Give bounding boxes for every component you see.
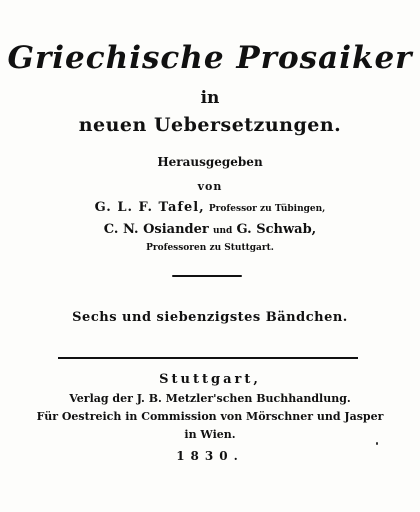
von-label: von [197, 180, 223, 193]
long-divider-rule [58, 357, 358, 359]
imprint-wien: in Wien. [184, 428, 236, 441]
paper-speck [376, 442, 378, 445]
editor-schwab-name: G. Schwab, [236, 222, 317, 237]
editor-line-1 [0, 200, 420, 215]
imprint-city: Stuttgart, [159, 372, 261, 387]
imprint-publisher: Verlag der J. B. Metzler'schen Buchhandlung. [69, 392, 351, 405]
editor-line-2 [0, 222, 420, 237]
in-word: in [200, 88, 220, 108]
subtitle: neuen Uebersetzungen. [78, 114, 342, 136]
editor-line-3-role: Professoren zu Stuttgart. [146, 243, 274, 253]
short-divider-rule [172, 275, 242, 277]
imprint-commission: Für Oestreich in Commission von Mörschner und Jasper [36, 410, 384, 423]
book-title: Griechische Prosaiker [7, 40, 413, 76]
editor-tafel-role: Professor zu Tübingen, [208, 204, 326, 214]
editor-tafel-name: G. L. F. Tafel, [94, 200, 205, 215]
imprint-year: 1830. [176, 449, 244, 463]
editor-osiander-name: C. N. Osiander [103, 222, 209, 237]
volume-statement: Sechs und siebenzigstes Bändchen. [72, 310, 348, 325]
herausgegeben-label: Herausgegeben [157, 155, 263, 169]
editor-und: und [212, 226, 233, 236]
